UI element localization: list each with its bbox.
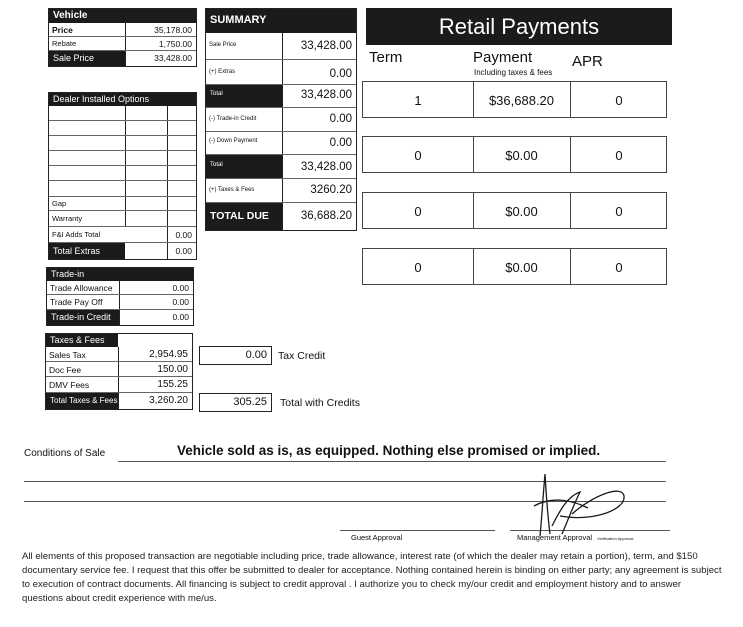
row-label: Gap	[52, 199, 67, 208]
row-label: Total Taxes & Fees	[46, 393, 118, 409]
table-row	[46, 393, 192, 409]
row-label: Rebate	[52, 39, 77, 48]
table-row	[46, 347, 192, 362]
row-label: (+) Taxes & Fees	[209, 187, 255, 193]
total-due-value: 36,688.20	[300, 210, 352, 222]
row-value: 150.00	[157, 364, 188, 375]
management-approval-small: Verification Approval	[597, 536, 634, 541]
summary-row	[206, 60, 356, 85]
payment-value: $0.00	[505, 260, 538, 275]
total-due-label: TOTAL DUE	[206, 203, 282, 230]
table-row	[49, 197, 196, 211]
row-label: Total	[206, 85, 282, 107]
row-label: Total	[206, 155, 282, 178]
table-row	[47, 310, 193, 325]
tax-credit-box	[199, 346, 272, 365]
payment-row	[362, 136, 667, 173]
row-value: 3260.20	[310, 184, 352, 196]
table-row	[49, 166, 196, 181]
row-label: Sale Price	[49, 51, 125, 66]
summary-row	[206, 108, 356, 132]
total-with-credits-value: 305.25	[233, 396, 267, 408]
payment-subheader: Including taxes & fees	[474, 68, 553, 77]
row-label: Warranty	[52, 214, 83, 223]
row-label: Sales Tax	[49, 350, 86, 360]
row-label: Trade-in Credit	[47, 310, 119, 325]
summary-row	[206, 85, 356, 108]
row-value: 33,428.00	[300, 161, 352, 173]
term-value: 1	[414, 93, 422, 108]
tax-credit-value: 0.00	[245, 349, 267, 361]
row-value: 33,428.00	[300, 89, 352, 101]
table-row	[46, 362, 192, 377]
apr-value: 0	[615, 148, 623, 163]
guest-approval-label: Guest Approval	[351, 533, 403, 542]
row-label: Price	[52, 25, 73, 35]
row-label: (-) Trade-in Credit	[209, 116, 257, 122]
signature	[512, 466, 632, 542]
row-label: F&I Adds Total	[52, 230, 101, 239]
apr-header: APR	[572, 53, 603, 70]
term-header: Term	[369, 49, 403, 66]
total-with-credits-box	[199, 393, 272, 412]
table-row	[49, 243, 196, 259]
row-label: Doc Fee	[49, 365, 82, 375]
table-row	[49, 151, 196, 166]
table-row	[49, 51, 196, 66]
row-value: 33,428.00	[300, 40, 352, 52]
table-row	[49, 37, 196, 51]
row-label: Trade Pay Off	[50, 297, 103, 307]
guest-approval-line	[340, 530, 495, 531]
row-value: 35,178.00	[154, 25, 192, 35]
apr-value: 0	[615, 93, 623, 108]
row-value: 0.00	[329, 113, 352, 125]
summary-row	[206, 132, 356, 155]
summary-row	[206, 203, 356, 230]
term-value: 0	[414, 260, 422, 275]
vehicle-table	[48, 8, 197, 67]
trade-in-table	[46, 267, 194, 326]
table-row	[49, 227, 196, 243]
summary-row	[206, 179, 356, 203]
table-row	[46, 377, 192, 393]
term-value: 0	[414, 204, 422, 219]
row-label: DMV Fees	[49, 380, 90, 390]
apr-value: 0	[615, 204, 623, 219]
taxes-fees-table	[45, 333, 193, 410]
row-value: 33,428.00	[154, 53, 192, 63]
table-row	[47, 281, 193, 295]
vehicle-header: Vehicle	[49, 9, 196, 23]
row-label: Total Extras	[49, 243, 125, 259]
table-row	[49, 23, 196, 37]
row-value: 0.00	[175, 230, 192, 240]
conditions-text: Vehicle sold as is, as equipped. Nothing else promised or implied.	[177, 443, 601, 458]
row-label: (+) Extras	[209, 69, 236, 75]
dealer-options-table	[48, 92, 197, 260]
table-row	[47, 295, 193, 310]
payment-value: $36,688.20	[488, 93, 555, 108]
row-value: 3,260.20	[149, 395, 188, 406]
row-value: 0.00	[172, 297, 189, 307]
row-value: 0.00	[329, 68, 352, 80]
row-value: 155.25	[157, 379, 188, 390]
summary-table	[205, 8, 357, 231]
payment-value: $0.00	[505, 148, 538, 163]
payment-row	[362, 248, 667, 285]
row-value: 2,954.95	[149, 349, 188, 360]
row-value: 1,750.00	[158, 39, 192, 49]
retail-payments-title: Retail Payments	[366, 8, 672, 45]
tax-credit-label: Tax Credit	[278, 350, 326, 362]
summary-row	[206, 33, 356, 60]
table-row	[49, 136, 196, 151]
disclaimer-text: All elements of this proposed transaction are negotiable including price, trade allowance, interest rate (of which the dealer may retain a portion), term, and $150 documentary service fee. I request that this offer be submitted to dealer for acceptance. Nothing contained herein is binding on either party; any agreement is subject to execution of contract documents. All financing is subject to credit approval . I authorize you to check my/our credit and employment history and to answer questions about credit experience with me/us.	[22, 551, 722, 604]
apr-value: 0	[615, 260, 623, 275]
summary-header: SUMMARY	[206, 9, 356, 33]
table-row	[49, 181, 196, 197]
row-label: Sale Price	[209, 42, 237, 48]
row-label: (-) Down Payment	[209, 138, 258, 144]
total-with-credits-label: Total with Credits	[280, 397, 360, 409]
payment-row	[362, 192, 667, 229]
term-value: 0	[414, 148, 422, 163]
dealer-options-header: Dealer Installed Options	[49, 93, 196, 106]
row-value: 0.00	[172, 312, 189, 322]
table-row	[49, 121, 196, 136]
conditions-line	[118, 461, 666, 462]
management-approval-text: Management Approval	[517, 533, 593, 542]
row-value: 0.00	[175, 246, 192, 256]
conditions-label: Conditions of Sale	[24, 448, 106, 459]
payment-header: Payment	[473, 49, 533, 66]
taxes-header: Taxes & Fees	[46, 334, 118, 347]
payment-value: $0.00	[505, 204, 538, 219]
row-value: 0.00	[172, 283, 189, 293]
trade-in-header: Trade-in	[47, 268, 193, 281]
payment-row	[362, 81, 667, 118]
row-value: 0.00	[329, 137, 352, 149]
row-label: Trade Allowance	[50, 283, 113, 293]
summary-row	[206, 155, 356, 179]
table-row	[49, 211, 196, 227]
table-row	[49, 106, 196, 121]
